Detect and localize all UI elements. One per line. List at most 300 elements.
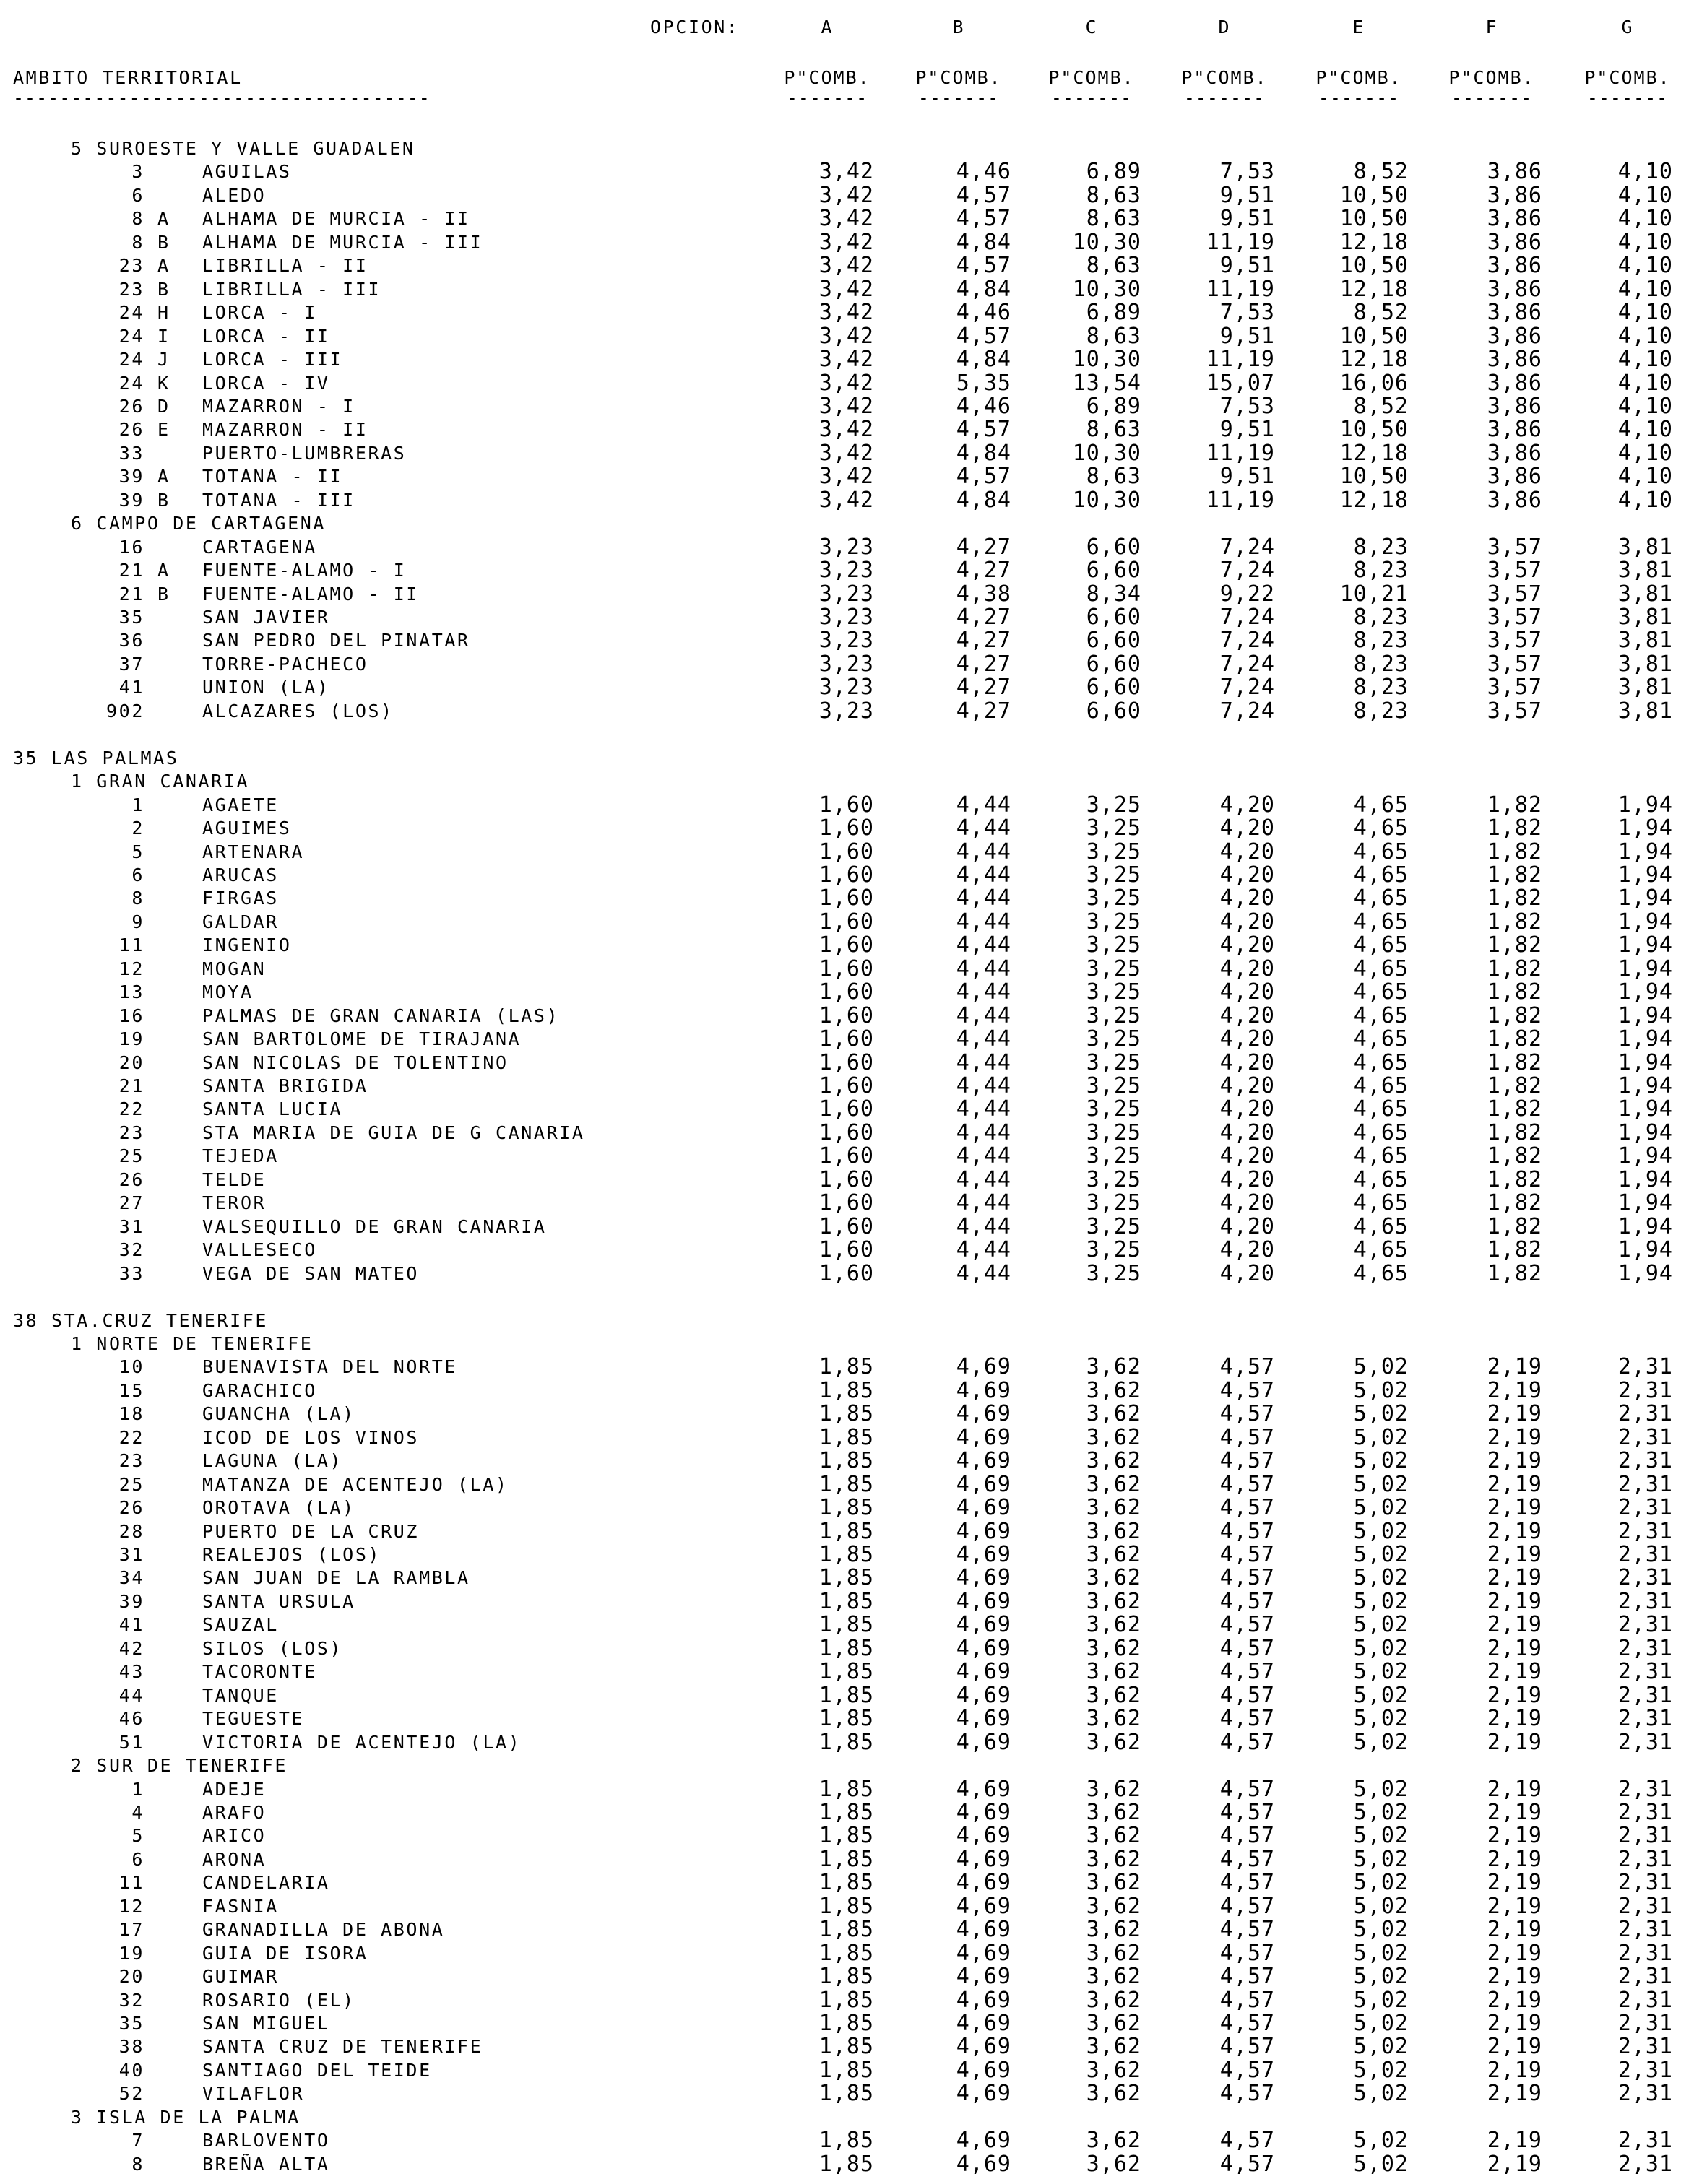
municipality-code: 8 [131, 208, 144, 229]
municipality-name: LIBRILLA - III [202, 279, 381, 300]
value-cell-b: 4,69 [956, 1964, 1011, 1989]
municipality-name: ARONA [202, 1849, 267, 1870]
municipality-code: 28 [118, 1521, 144, 1542]
value-cell-e: 8,23 [1353, 558, 1409, 583]
value-cell-c: 3,62 [1086, 1894, 1141, 1919]
value-cell-e: 5,02 [1353, 1847, 1409, 1872]
table-row [0, 1216, 1694, 1239]
value-cell-c: 6,89 [1086, 159, 1141, 184]
value-cell-g: 3,81 [1617, 675, 1673, 700]
value-cell-d: 4,57 [1219, 2081, 1275, 2106]
municipality-letter: E [157, 419, 170, 440]
value-cell-e: 4,65 [1353, 932, 1409, 958]
municipality-code: 31 [118, 1544, 144, 1565]
value-cell-e: 5,02 [1353, 1495, 1409, 1520]
value-cell-f: 2,19 [1487, 1472, 1542, 1497]
value-cell-a: 3,42 [818, 488, 874, 513]
value-cell-f: 1,82 [1487, 956, 1542, 982]
municipality-name: BUENAVISTA DEL NORTE [202, 1356, 458, 1377]
table-row [0, 1028, 1694, 1051]
value-cell-b: 4,27 [956, 628, 1011, 653]
value-cell-g: 2,31 [1617, 2128, 1673, 2153]
municipality-code: 46 [118, 1708, 144, 1729]
value-cell-c: 13,54 [1072, 370, 1141, 396]
table-row [0, 1262, 1694, 1286]
value-cell-f: 2,19 [1487, 1589, 1542, 1614]
municipality-code: 9 [131, 911, 144, 932]
value-cell-f: 1,82 [1487, 1190, 1542, 1216]
value-cell-c: 3,62 [1086, 1659, 1141, 1684]
value-cell-d: 4,20 [1219, 839, 1275, 864]
value-cell-a: 1,85 [818, 1448, 874, 1473]
value-cell-b: 4,84 [956, 277, 1011, 302]
value-cell-a: 1,85 [818, 1706, 874, 1731]
municipality-letter: H [157, 302, 170, 323]
table-row [0, 583, 1694, 606]
value-cell-f: 3,86 [1487, 394, 1542, 419]
municipality-letter: A [157, 466, 170, 487]
table-row [0, 1989, 1694, 2012]
value-cell-a: 3,23 [818, 675, 874, 700]
municipality-code: 42 [118, 1638, 144, 1659]
value-cell-a: 1,60 [818, 1167, 874, 1192]
value-cell-d: 7,53 [1219, 159, 1275, 184]
municipality-code: 25 [118, 1474, 144, 1495]
value-cell-f: 1,82 [1487, 979, 1542, 1005]
value-cell-a: 3,42 [818, 159, 874, 184]
value-cell-c: 3,62 [1086, 1589, 1141, 1614]
value-cell-c: 3,62 [1086, 1472, 1141, 1497]
value-cell-e: 5,02 [1353, 1589, 1409, 1614]
value-cell-f: 1,82 [1487, 1050, 1542, 1075]
value-cell-e: 10,21 [1339, 581, 1409, 607]
table-row [0, 817, 1694, 840]
municipality-code: 21 [118, 584, 144, 604]
value-cell-g: 1,94 [1617, 792, 1673, 818]
municipality-name: GRANADILLA DE ABONA [202, 1919, 445, 1940]
value-cell-g: 1,94 [1617, 1120, 1673, 1145]
value-cell-e: 5,02 [1353, 1870, 1409, 1895]
value-cell-g: 2,31 [1617, 1730, 1673, 1755]
value-cell-f: 3,86 [1487, 206, 1542, 231]
municipality-code: 39 [118, 466, 144, 487]
value-cell-d: 9,51 [1219, 183, 1275, 208]
municipality-name: CARTAGENA [202, 537, 317, 558]
value-cell-b: 4,44 [956, 1214, 1011, 1239]
col-rule: ------- [1586, 87, 1669, 108]
value-cell-f: 2,19 [1487, 1964, 1542, 1989]
value-cell-a: 1,85 [818, 1425, 874, 1450]
table-row [0, 231, 1694, 254]
table-row [0, 301, 1694, 324]
value-cell-b: 4,69 [956, 1659, 1011, 1684]
value-cell-g: 2,31 [1617, 1448, 1673, 1473]
value-cell-b: 4,69 [956, 1401, 1011, 1426]
municipality-code: 22 [118, 1098, 144, 1119]
value-cell-g: 1,94 [1617, 956, 1673, 982]
value-cell-b: 4,44 [956, 792, 1011, 818]
value-cell-c: 3,25 [1086, 885, 1141, 911]
municipality-name: INGENIO [202, 935, 292, 956]
value-cell-f: 1,82 [1487, 932, 1542, 958]
value-cell-g: 3,81 [1617, 651, 1673, 677]
value-cell-f: 3,86 [1487, 324, 1542, 349]
table-row [0, 1075, 1694, 1098]
value-cell-f: 3,57 [1487, 581, 1542, 607]
value-cell-f: 3,86 [1487, 370, 1542, 396]
value-cell-d: 7,24 [1219, 534, 1275, 560]
value-cell-b: 4,27 [956, 534, 1011, 560]
value-cell-c: 3,62 [1086, 2081, 1141, 2106]
table-row [0, 841, 1694, 864]
value-cell-a: 3,42 [818, 324, 874, 349]
municipality-code: 6 [131, 864, 144, 885]
municipality-code: 7 [131, 2130, 144, 2151]
value-cell-e: 4,65 [1353, 1096, 1409, 1122]
value-cell-d: 4,20 [1219, 1073, 1275, 1098]
table-row [0, 1426, 1694, 1450]
comarca-heading [0, 770, 1694, 793]
municipality-name: LIBRILLA - II [202, 255, 368, 276]
value-cell-d: 4,57 [1219, 2011, 1275, 2036]
value-cell-d: 4,57 [1219, 1870, 1275, 1895]
municipality-code: 11 [118, 935, 144, 956]
value-cell-c: 3,25 [1086, 979, 1141, 1005]
value-cell-f: 1,82 [1487, 909, 1542, 935]
municipality-letter: D [157, 396, 170, 417]
value-cell-g: 2,31 [1617, 1988, 1673, 2013]
municipality-name: SAN MIGUEL [202, 2013, 330, 2034]
table-row [0, 887, 1694, 910]
value-cell-a: 1,85 [818, 2034, 874, 2059]
value-cell-g: 4,10 [1617, 206, 1673, 231]
value-cell-a: 3,42 [818, 206, 874, 231]
value-cell-b: 4,44 [956, 1096, 1011, 1122]
municipality-name: SAN JUAN DE LA RAMBLA [202, 1567, 470, 1588]
ambito-label: AMBITO TERRITORIAL [13, 67, 243, 88]
value-cell-f: 1,82 [1487, 815, 1542, 841]
value-cell-d: 11,19 [1206, 277, 1275, 302]
value-cell-g: 2,31 [1617, 2081, 1673, 2106]
value-cell-f: 3,57 [1487, 628, 1542, 653]
value-cell-b: 4,44 [956, 932, 1011, 958]
value-cell-c: 6,60 [1086, 698, 1141, 724]
value-cell-a: 1,85 [818, 1964, 874, 1989]
table-row [0, 1496, 1694, 1520]
municipality-name: ALEDO [202, 185, 267, 206]
value-cell-g: 2,31 [1617, 1495, 1673, 1520]
value-cell-d: 11,19 [1206, 347, 1275, 372]
value-cell-f: 2,19 [1487, 1941, 1542, 1966]
value-cell-c: 3,25 [1086, 1190, 1141, 1216]
value-cell-c: 3,25 [1086, 1003, 1141, 1028]
value-cell-e: 4,65 [1353, 862, 1409, 888]
value-cell-e: 4,65 [1353, 839, 1409, 864]
comarca-name: 3 ISLA DE LA PALMA [71, 2107, 301, 2128]
value-cell-c: 3,25 [1086, 1237, 1141, 1262]
value-cell-g: 2,31 [1617, 1589, 1673, 1614]
value-cell-d: 7,24 [1219, 675, 1275, 700]
municipality-name: SANTIAGO DEL TEIDE [202, 2060, 432, 2081]
table-row [0, 372, 1694, 395]
municipality-name: SANTA LUCIA [202, 1098, 343, 1119]
value-cell-c: 3,62 [1086, 1800, 1141, 1825]
value-cell-c: 3,62 [1086, 1870, 1141, 1895]
municipality-name: SANTA BRIGIDA [202, 1075, 368, 1096]
value-cell-d: 4,20 [1219, 1120, 1275, 1145]
table-row [0, 1801, 1694, 1824]
municipality-name: VALSEQUILLO DE GRAN CANARIA [202, 1216, 547, 1237]
value-cell-b: 4,69 [956, 1706, 1011, 1731]
municipality-name: ARTENARA [202, 841, 305, 862]
value-cell-d: 4,20 [1219, 1050, 1275, 1075]
value-cell-d: 9,51 [1219, 324, 1275, 349]
value-cell-a: 1,60 [818, 1190, 874, 1216]
table-row [0, 911, 1694, 934]
value-cell-f: 2,19 [1487, 1378, 1542, 1403]
value-cell-f: 1,82 [1487, 1261, 1542, 1286]
value-cell-e: 4,65 [1353, 1143, 1409, 1169]
municipality-name: FASNIA [202, 1896, 279, 1917]
municipality-name: AGUIMES [202, 818, 292, 838]
table-row [0, 1637, 1694, 1660]
municipality-name: PALMAS DE GRAN CANARIA (LAS) [202, 1005, 560, 1026]
table-row [0, 2082, 1694, 2105]
value-cell-g: 1,94 [1617, 862, 1673, 888]
value-cell-e: 5,02 [1353, 2034, 1409, 2059]
header-rule-row [0, 87, 1694, 110]
value-cell-e: 5,02 [1353, 1612, 1409, 1637]
option-d: D [1218, 17, 1231, 38]
value-cell-a: 3,42 [818, 464, 874, 489]
value-cell-f: 2,19 [1487, 1354, 1542, 1379]
value-cell-g: 1,94 [1617, 1214, 1673, 1239]
table-row [0, 559, 1694, 582]
value-cell-f: 2,19 [1487, 1800, 1542, 1825]
value-cell-b: 4,69 [956, 1683, 1011, 1708]
municipality-code: 19 [118, 1028, 144, 1049]
value-cell-c: 3,25 [1086, 1026, 1141, 1052]
municipality-code: 25 [118, 1145, 144, 1166]
value-cell-e: 5,02 [1353, 1354, 1409, 1379]
value-cell-d: 4,57 [1219, 1964, 1275, 1989]
value-cell-g: 1,94 [1617, 1167, 1673, 1192]
value-cell-a: 1,85 [818, 1777, 874, 1802]
value-cell-e: 8,23 [1353, 675, 1409, 700]
value-cell-e: 10,50 [1339, 417, 1409, 442]
municipality-code: 24 [118, 373, 144, 394]
value-cell-d: 4,57 [1219, 1659, 1275, 1684]
value-cell-c: 8,63 [1086, 206, 1141, 231]
value-cell-f: 1,82 [1487, 1143, 1542, 1169]
value-cell-f: 3,86 [1487, 417, 1542, 442]
value-cell-d: 4,20 [1219, 1261, 1275, 1286]
ambito-rule: ------------------------------------ [13, 87, 431, 108]
value-cell-d: 4,20 [1219, 932, 1275, 958]
table-row [0, 465, 1694, 488]
value-cell-g: 1,94 [1617, 885, 1673, 911]
table-row [0, 1848, 1694, 1871]
value-cell-b: 4,44 [956, 815, 1011, 841]
value-cell-f: 2,19 [1487, 1706, 1542, 1731]
value-cell-f: 1,82 [1487, 1237, 1542, 1262]
municipality-code: 44 [118, 1685, 144, 1706]
municipality-code: 20 [118, 1966, 144, 1987]
option-header-row [0, 16, 1694, 39]
value-cell-d: 11,19 [1206, 488, 1275, 513]
value-cell-b: 4,27 [956, 675, 1011, 700]
municipality-code: 27 [118, 1192, 144, 1213]
table-row [0, 1824, 1694, 1847]
municipality-code: 5 [131, 1825, 144, 1846]
value-cell-f: 1,82 [1487, 885, 1542, 911]
municipality-name: ARAFO [202, 1802, 267, 1823]
value-cell-b: 4,44 [956, 862, 1011, 888]
value-cell-e: 12,18 [1339, 277, 1409, 302]
value-cell-d: 4,57 [1219, 1823, 1275, 1848]
value-cell-g: 1,94 [1617, 1237, 1673, 1262]
value-cell-b: 4,84 [956, 441, 1011, 466]
value-cell-a: 3,42 [818, 441, 874, 466]
municipality-letter: J [157, 349, 170, 370]
opcion-label: OPCION: [650, 17, 740, 38]
value-cell-g: 1,94 [1617, 1190, 1673, 1216]
value-cell-c: 3,25 [1086, 815, 1141, 841]
value-cell-e: 4,65 [1353, 1026, 1409, 1052]
table-row [0, 653, 1694, 676]
table-row [0, 794, 1694, 817]
value-cell-f: 3,57 [1487, 675, 1542, 700]
value-cell-e: 8,52 [1353, 394, 1409, 419]
table-row [0, 1918, 1694, 1941]
municipality-code: 40 [118, 2060, 144, 2081]
value-cell-d: 4,57 [1219, 1612, 1275, 1637]
municipality-code: 8 [131, 2154, 144, 2175]
municipality-name: LORCA - IV [202, 373, 330, 394]
value-cell-d: 4,57 [1219, 1636, 1275, 1661]
municipality-name: TEROR [202, 1192, 267, 1213]
value-cell-b: 4,44 [956, 1143, 1011, 1169]
municipality-name: VEGA DE SAN MATEO [202, 1263, 420, 1284]
value-cell-g: 3,81 [1617, 558, 1673, 583]
value-cell-a: 3,42 [818, 230, 874, 255]
municipality-code: 16 [118, 1005, 144, 1026]
table-row [0, 1895, 1694, 1918]
value-cell-e: 4,65 [1353, 885, 1409, 911]
value-cell-c: 3,25 [1086, 839, 1141, 864]
value-cell-b: 4,69 [956, 1354, 1011, 1379]
value-cell-a: 1,60 [818, 956, 874, 982]
comarca-name: 1 GRAN CANARIA [71, 771, 250, 792]
value-cell-f: 2,19 [1487, 1448, 1542, 1473]
col-label: P"COMB. [1315, 67, 1402, 88]
value-cell-g: 4,10 [1617, 183, 1673, 208]
value-cell-a: 3,42 [818, 394, 874, 419]
value-cell-a: 1,60 [818, 909, 874, 935]
value-cell-c: 3,25 [1086, 1120, 1141, 1145]
municipality-code: 902 [106, 701, 144, 722]
col-label: P"COMB. [1181, 67, 1268, 88]
value-cell-a: 1,85 [818, 2152, 874, 2177]
value-cell-g: 2,31 [1617, 1565, 1673, 1590]
value-cell-e: 4,65 [1353, 815, 1409, 841]
municipality-code: 19 [118, 1943, 144, 1964]
value-cell-b: 4,44 [956, 1120, 1011, 1145]
value-cell-a: 1,85 [818, 1917, 874, 1942]
value-cell-e: 5,02 [1353, 1800, 1409, 1825]
value-cell-a: 1,85 [818, 1941, 874, 1966]
value-cell-e: 4,65 [1353, 1120, 1409, 1145]
table-row [0, 2129, 1694, 2152]
value-cell-g: 2,31 [1617, 2034, 1673, 2059]
value-cell-b: 4,44 [956, 885, 1011, 911]
value-cell-a: 1,85 [818, 1378, 874, 1403]
value-cell-g: 2,31 [1617, 1659, 1673, 1684]
value-cell-e: 5,02 [1353, 1730, 1409, 1755]
value-cell-c: 3,62 [1086, 2034, 1141, 2059]
value-cell-e: 12,18 [1339, 441, 1409, 466]
value-cell-e: 12,18 [1339, 347, 1409, 372]
value-cell-g: 4,10 [1617, 441, 1673, 466]
value-cell-b: 4,69 [956, 1894, 1011, 1919]
value-cell-d: 15,07 [1206, 370, 1275, 396]
value-cell-c: 3,25 [1086, 1261, 1141, 1286]
value-cell-b: 4,27 [956, 698, 1011, 724]
value-cell-e: 5,02 [1353, 1941, 1409, 1966]
value-cell-f: 3,86 [1487, 347, 1542, 372]
value-cell-b: 4,44 [956, 1050, 1011, 1075]
province-name: 35 LAS PALMAS [13, 748, 179, 768]
table-row [0, 1239, 1694, 1262]
value-cell-c: 3,62 [1086, 1636, 1141, 1661]
table-row [0, 1403, 1694, 1426]
table-row [0, 278, 1694, 301]
value-cell-e: 4,65 [1353, 1050, 1409, 1075]
value-cell-d: 4,57 [1219, 1777, 1275, 1802]
municipality-name: ALHAMA DE MURCIA - II [202, 208, 470, 229]
option-c: C [1085, 17, 1098, 38]
value-cell-c: 3,62 [1086, 1612, 1141, 1637]
municipality-name: TELDE [202, 1169, 267, 1190]
value-cell-d: 4,20 [1219, 1096, 1275, 1122]
municipality-name: TEJEDA [202, 1145, 279, 1166]
value-cell-g: 4,10 [1617, 300, 1673, 325]
value-cell-f: 3,57 [1487, 534, 1542, 560]
value-cell-f: 3,86 [1487, 159, 1542, 184]
value-cell-a: 3,42 [818, 183, 874, 208]
value-cell-a: 1,60 [818, 1237, 874, 1262]
value-cell-b: 4,44 [956, 1237, 1011, 1262]
table-row [0, 184, 1694, 207]
value-cell-f: 2,19 [1487, 1730, 1542, 1755]
value-cell-b: 4,69 [956, 1542, 1011, 1567]
value-cell-c: 6,60 [1086, 604, 1141, 630]
comarca-name: 1 NORTE DE TENERIFE [71, 1333, 314, 1354]
municipality-name: VILAFLOR [202, 2083, 305, 2104]
value-cell-a: 3,42 [818, 300, 874, 325]
value-cell-a: 1,85 [818, 1354, 874, 1379]
municipality-code: 3 [131, 161, 144, 182]
value-cell-a: 1,85 [818, 1730, 874, 1755]
value-cell-b: 4,69 [956, 1988, 1011, 2013]
municipality-code: 32 [118, 1990, 144, 2011]
value-cell-b: 4,44 [956, 1073, 1011, 1098]
municipality-name: SAUZAL [202, 1614, 279, 1635]
col-rule: ------- [1183, 87, 1266, 108]
municipality-name: SAN BARTOLOME DE TIRAJANA [202, 1028, 522, 1049]
municipality-code: 38 [118, 2036, 144, 2057]
value-cell-f: 2,19 [1487, 1894, 1542, 1919]
